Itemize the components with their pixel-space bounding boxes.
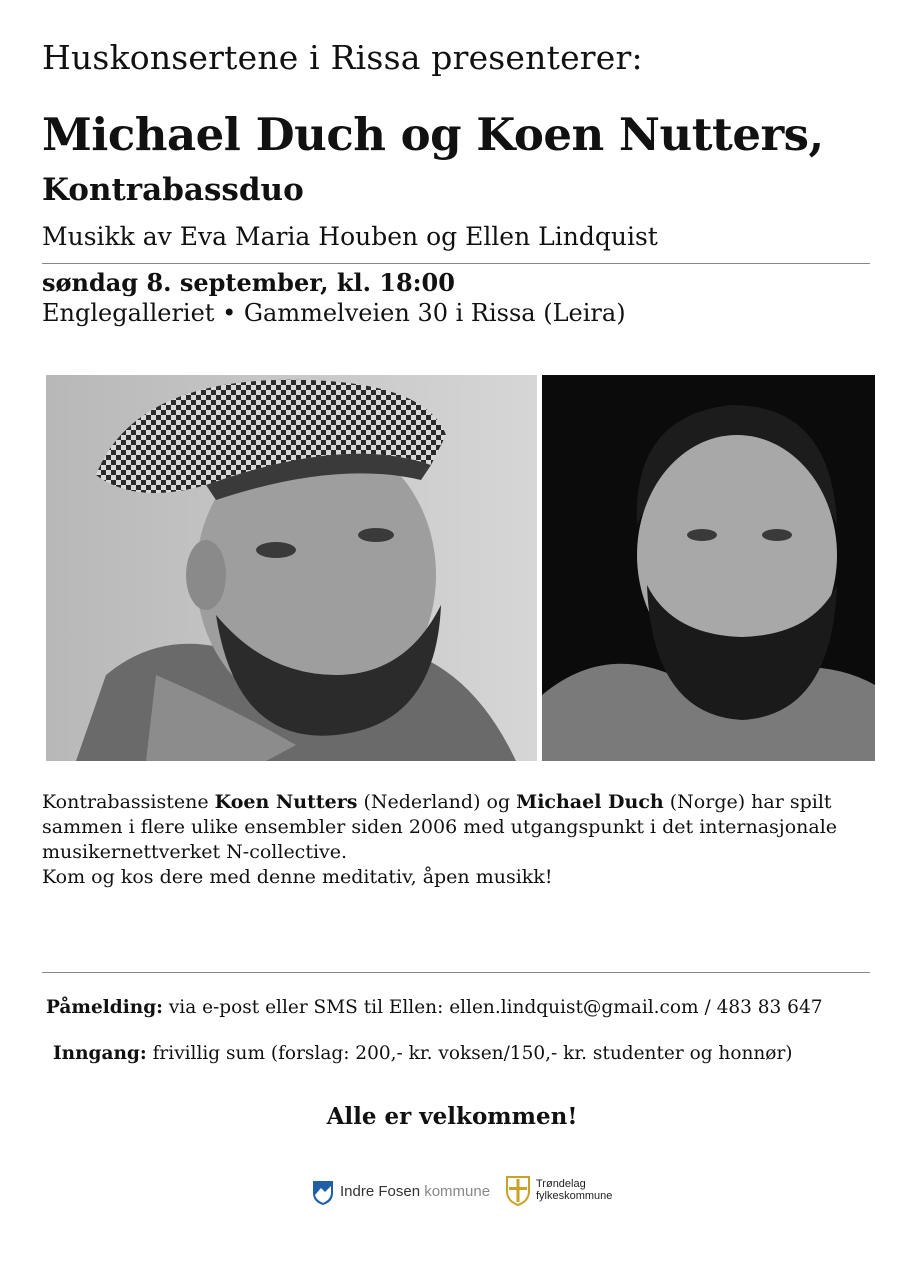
event-venue: Englegalleriet • Gammelveien 30 i Rissa (Leira) <box>42 299 626 327</box>
description-closing: Kom og kos dere med denne meditativ, åpen musikk! <box>42 866 553 888</box>
music-line: Musikk av Eva Maria Houben og Ellen Lindquist <box>42 222 658 251</box>
photo-koen-nutters <box>46 375 537 761</box>
registration-text: via e-post eller SMS til Ellen: ellen.lindquist@gmail.com / 483 83 647 <box>162 997 823 1018</box>
description-text: (Norge) har spilt sammen i flere ulike ensembler siden 2006 med utgangspunkt i det internasjonale musikernettverket N-collective. <box>42 791 838 863</box>
trondelag-shield-icon <box>506 1176 530 1206</box>
indre-fosen-shield-icon <box>312 1180 334 1206</box>
subtitle: Kontrabassduo <box>42 172 304 208</box>
indre-fosen-logo <box>312 1176 512 1212</box>
presenter-line: Huskonsertene i Rissa presenterer: <box>42 38 643 77</box>
name-koen-nutters: Koen Nutters <box>214 791 358 813</box>
entrance-label: Inngang: <box>53 1043 147 1064</box>
event-date: søndag 8. september, kl. 18:00 <box>42 268 455 297</box>
name-michael-duch: Michael Duch <box>516 791 664 813</box>
entrance-line <box>53 1043 793 1064</box>
divider-bottom <box>42 972 870 973</box>
photo-michael-duch <box>542 375 875 761</box>
trondelag-line1: Trøndelag <box>536 1178 586 1190</box>
trondelag-logo <box>506 1176 626 1212</box>
main-title: Michael Duch og Koen Nutters, <box>42 108 824 161</box>
trondelag-line2: fylkeskommune <box>536 1190 613 1202</box>
welcome-text: Alle er velkommen! <box>326 1103 578 1130</box>
registration-label: Påmelding: <box>46 997 163 1018</box>
indre-fosen-kommune: kommune <box>420 1183 491 1200</box>
description-text: (Nederland) og <box>357 791 517 813</box>
registration-line <box>46 997 823 1018</box>
description-text: Kontrabassistene <box>42 791 215 813</box>
indre-fosen-name: Indre Fosen <box>340 1183 421 1200</box>
description <box>42 790 882 890</box>
divider-top <box>42 263 870 264</box>
entrance-text: frivillig sum (forslag: 200,- kr. voksen/150,- kr. studenter og honnør) <box>146 1043 793 1064</box>
